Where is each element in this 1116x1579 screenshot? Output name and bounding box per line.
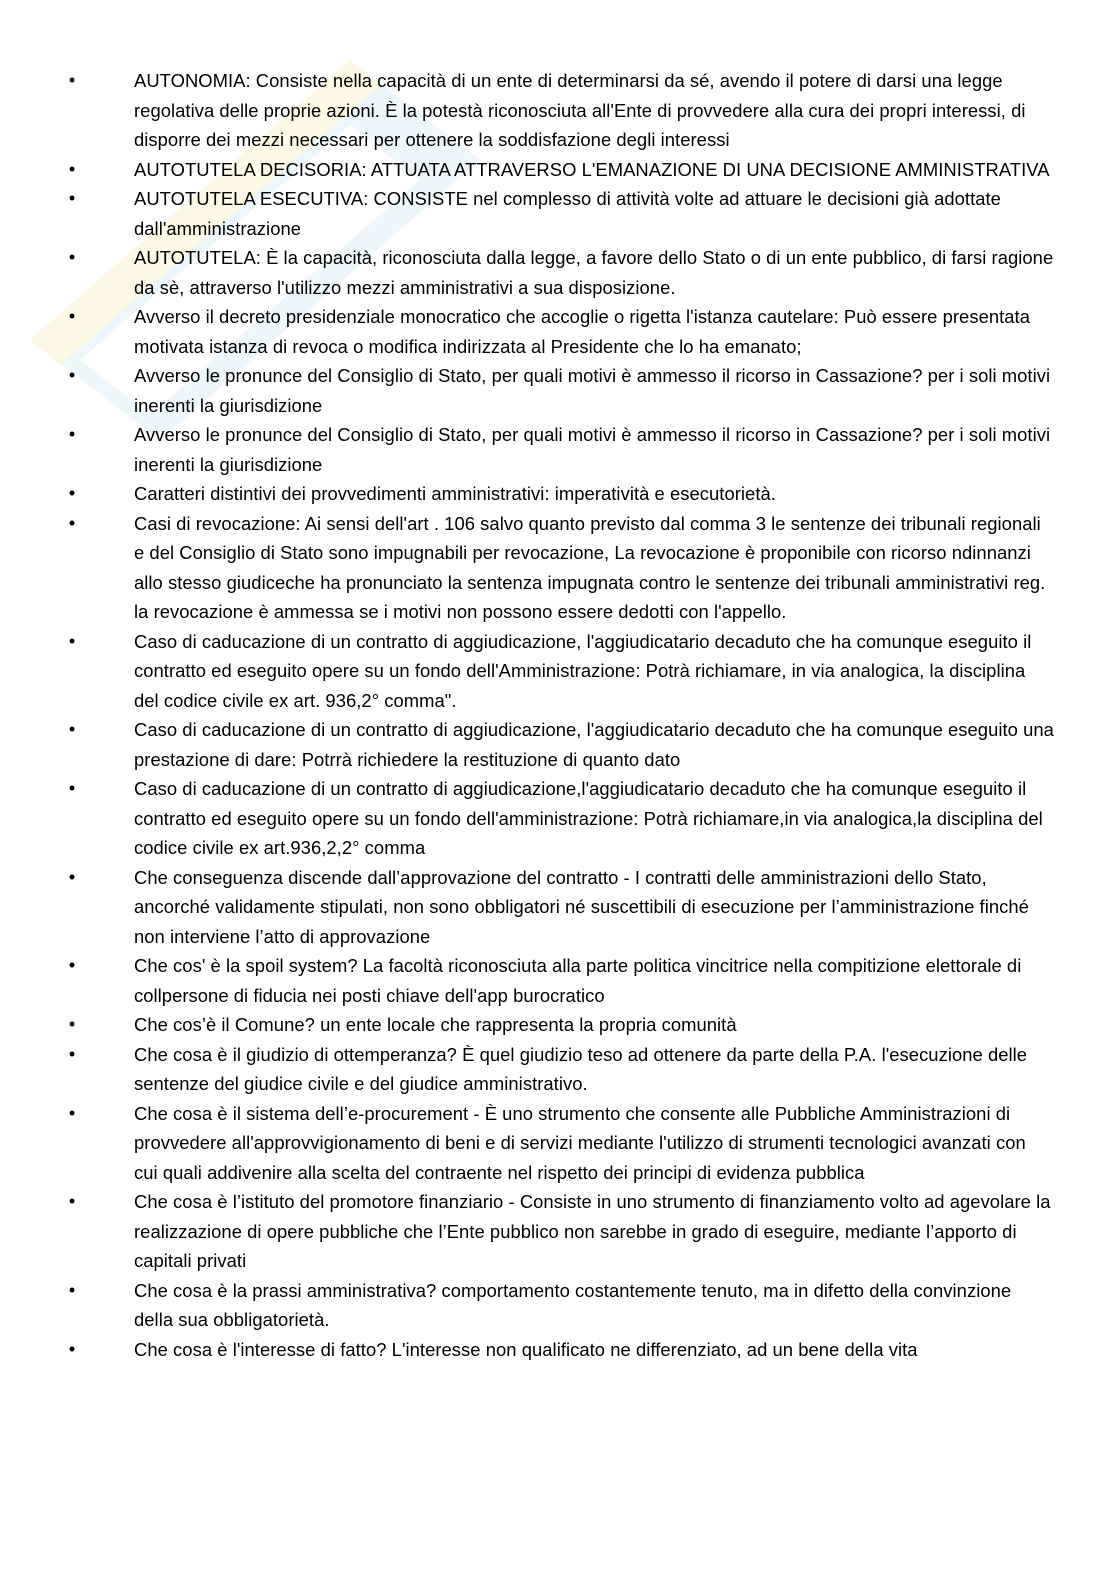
bullet-icon: •: [68, 365, 76, 385]
bullet-icon: •: [68, 719, 76, 739]
list-item: [0, 66, 1116, 155]
bullet-icon: •: [68, 512, 76, 533]
list-item: [0, 1010, 1116, 1040]
list-item-text: Che cosa è il giudizio di ottemperanza? È quel giudizio teso ad ottenere da parte della P.A. l'esecuzione delle sentenze del giudice civile e del giudice amministrativo.: [134, 1043, 1028, 1094]
list-item: [0, 243, 1116, 302]
list-item-text: AUTONOMIA: Consiste nella capacità di un ente di determinarsi da sé, avendo il potere di darsi una legge regolativa delle proprie azioni. È la potestà riconosciuta all'Ente di provvedere alla cura dei propri interessi, di disporre dei mezzi necessari per ottenere la soddisfazione degli interessi: [134, 70, 1026, 150]
bullet-icon: •: [68, 866, 76, 887]
list-item-text: Avverso le pronunce del Consiglio di Stato, per quali motivi è ammesso il ricorso in Cassazione? per i soli motivi inerenti la giurisdizione: [134, 365, 1051, 416]
bullet-list: [0, 66, 1116, 1364]
bullet-icon: •: [68, 424, 76, 444]
bullet-icon: •: [68, 1191, 76, 1211]
list-item: [0, 1040, 1116, 1099]
list-item-text: Che cosa è il sistema dell’e-procurement - È uno strumento che consente alle Pubbliche Amministrazioni di provvedere all'approvvigionamento di beni e di servizi mediante l'utilizzo di strumenti tecnologici avanzati con cui quali addivenire alla scelta del contraente nel rispetto dei principi di evidenza pubblica: [134, 1102, 1026, 1183]
list-item: [0, 420, 1116, 479]
list-item: [0, 1099, 1116, 1188]
list-item-text: Avverso le pronunce del Consiglio di Stato, per quali motivi è ammesso il ricorso in Cassazione? per i soli motivi inerenti la giurisdizione: [134, 424, 1051, 475]
bullet-icon: •: [68, 483, 76, 503]
bullet-icon: •: [68, 1043, 76, 1064]
bullet-icon: •: [68, 158, 76, 179]
list-item: [0, 184, 1116, 243]
list-item-text: Caratteri distintivi dei provvedimenti amministrativi: imperatività e esecutorietà.: [134, 483, 776, 504]
bullet-icon: •: [68, 306, 76, 326]
list-item: [0, 1276, 1116, 1335]
list-item: [0, 1187, 1116, 1276]
bullet-icon: •: [68, 1102, 76, 1123]
list-item: [0, 1335, 1116, 1365]
list-item-text: AUTOTUTELA DECISORIA: ATTUATA ATTRAVERSO L'EMANAZIONE DI UNA DECISIONE AMMINISTRATIVA: [134, 158, 1050, 180]
list-item-text: AUTOTUTELA: È la capacità, riconosciuta dalla legge, a favore dello Stato o di un ente pubblico, di farsi ragione da sè, attraverso l'utilizzo mezzi amministrativi a sua disposizione.: [134, 247, 1054, 298]
list-item-text: Che cosa è la prassi amministrativa? comportamento costantemente tenuto, ma in difetto della convinzione della sua obbligatorietà.: [134, 1279, 1012, 1330]
bullet-icon: •: [68, 188, 76, 208]
list-item-text: Che cosa è l’istituto del promotore finanziario - Consiste in uno strumento di finanziamento volto ad agevolare la realizzazione di opere pubbliche che l’Ente pubblico non sarebbe in grado di eseguire, mediante l’apporto di capitali privati: [134, 1191, 1051, 1271]
bullet-icon: •: [68, 1338, 76, 1359]
list-item: [0, 155, 1116, 185]
list-item-text: Caso di caducazione di un contratto di aggiudicazione, l'aggiudicatario decaduto che ha comunque eseguito il contratto ed eseguito opere su un fondo dell'Amministrazione: Potrà richiamare, in via analogica, la disciplina del codice civile ex art. 936,2° comma".: [134, 630, 1032, 711]
bullet-icon: •: [68, 1279, 76, 1300]
list-item-text: Casi di revocazione: Ai sensi dell'art . 106 salvo quanto previsto dal comma 3 le sentenze dei tribunali regionali e del Consiglio di Stato sono impugnabili per revocazione, La revocazione è proponibile con ricorso ndinnanzi allo stesso giudiceche ha pronunciato la sentenza impugnata contro le sentenze dei tribunali amministrativi reg. la revocazione è ammessa se i motivi non possono essere dedotti con l'appello.: [134, 512, 1046, 622]
list-item: [0, 715, 1116, 774]
list-item: [0, 302, 1116, 361]
list-item-text: Caso di caducazione di un contratto di aggiudicazione, l'aggiudicatario decaduto che ha comunque eseguito una prestazione di dare: Potrrà richiedere la restituzione di quanto dato: [134, 719, 1054, 770]
list-item: [0, 774, 1116, 863]
list-item: [0, 951, 1116, 1010]
bullet-icon: •: [68, 70, 76, 90]
list-item-text: Che conseguenza discende dall’approvazione del contratto - I contratti delle amministrazioni dello Stato, ancorché validamente stipulati, non sono obbligatori né suscettibili di esecuzione per l’amministrazione finché non interviene l’atto di approvazione: [134, 866, 1029, 947]
bullet-icon: •: [68, 247, 76, 267]
list-item: [0, 627, 1116, 716]
list-item: [0, 361, 1116, 420]
list-item-text: Che cos' è la spoil system? La facoltà riconosciuta alla parte politica vincitrice nella compitizione elettorale di collpersone di fiducia nei posti chiave dell'app burocratico: [134, 955, 1022, 1006]
bullet-icon: •: [68, 778, 76, 798]
bullet-icon: •: [68, 1014, 76, 1034]
list-item: [0, 863, 1116, 952]
list-item: [0, 509, 1116, 627]
list-item-text: AUTOTUTELA ESECUTIVA: CONSISTE nel complesso di attività volte ad attuare le decisioni già adottate dall'amministrazione: [134, 188, 1001, 239]
list-item-text: Che cos’è il Comune? un ente locale che rappresenta la propria comunità: [134, 1014, 737, 1035]
list-item-text: Che cosa è l'interesse di fatto? L'interesse non qualificato ne differenziato, ad un bene della vita: [134, 1338, 918, 1360]
bullet-icon: •: [68, 955, 76, 975]
list-item-text: Avverso il decreto presidenziale monocratico che accoglie o rigetta l'istanza cautelare: Può essere presentata motivata istanza di revoca o modifica indirizzata al Presidente che lo ha emanato;: [134, 306, 1030, 357]
list-item: [0, 479, 1116, 509]
bullet-icon: •: [68, 630, 76, 651]
list-item-text: Caso di caducazione di un contratto di aggiudicazione,l'aggiudicatario decaduto che ha comunque eseguito il contratto ed eseguito opere su un fondo dell'amministrazione: Potrà richiamare,in via analogica,la disciplina del codice civile ex art.936,2,2° comma: [134, 778, 1043, 858]
